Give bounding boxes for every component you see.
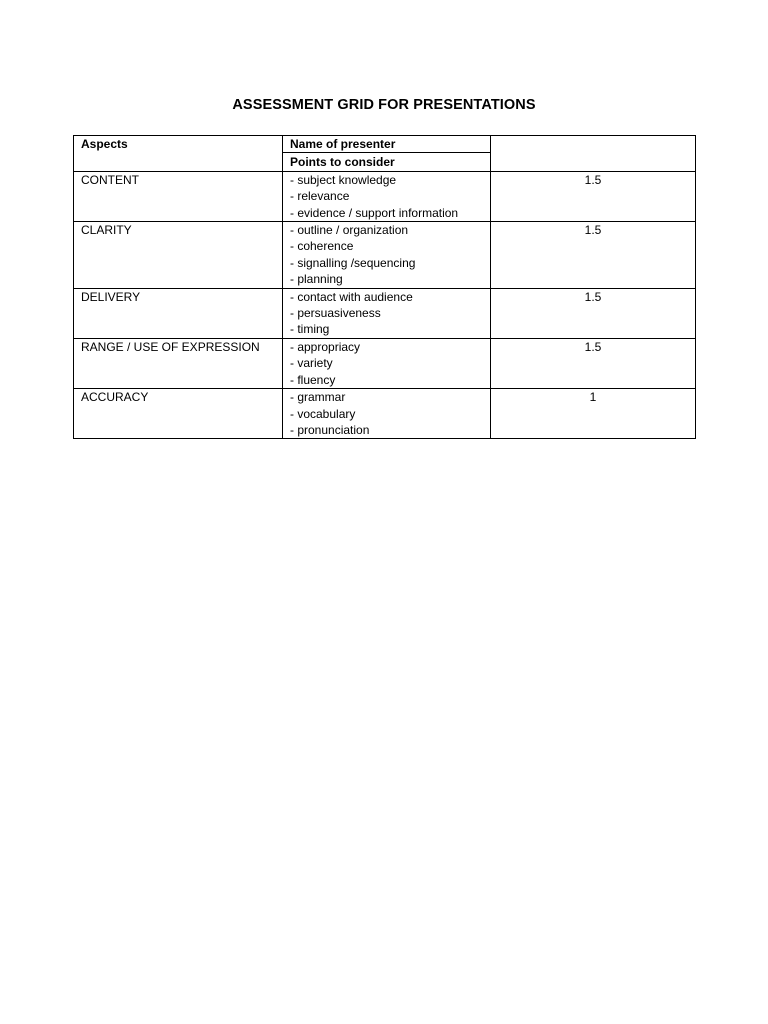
point-item: - vocabulary [290, 406, 356, 421]
header-presenter-name-blank [491, 136, 696, 172]
table-row [74, 338, 696, 388]
score-cell: 1.5 [491, 222, 696, 289]
point-item: - relevance [290, 189, 350, 204]
points-cell [283, 288, 491, 338]
point-item: - contact with audience [290, 289, 413, 304]
score-cell: 1.5 [491, 171, 696, 221]
point-item: - persuasiveness [290, 306, 381, 321]
points-cell [283, 171, 491, 221]
score-cell: 1.5 [491, 288, 696, 338]
header-points-to-consider: Points to consider [283, 153, 491, 171]
point-item: - timing [290, 322, 330, 337]
aspect-cell: CONTENT [74, 171, 283, 221]
points-cell [283, 389, 491, 439]
point-item: - planning [290, 272, 343, 287]
document-title: ASSESSMENT GRID FOR PRESENTATIONS [232, 97, 536, 113]
header-aspects: Aspects [74, 136, 283, 172]
point-item: - pronunciation [290, 422, 370, 437]
aspect-cell: CLARITY [74, 222, 283, 289]
point-item: - evidence / support information [290, 205, 459, 220]
points-cell [283, 338, 491, 388]
aspect-cell: DELIVERY [74, 288, 283, 338]
score-cell: 1.5 [491, 338, 696, 388]
point-item: - outline / organization [290, 223, 409, 238]
header-name-of-presenter: Name of presenter [283, 136, 491, 153]
aspect-cell: ACCURACY [74, 389, 283, 439]
table-row [74, 171, 696, 221]
table-row [74, 288, 696, 338]
point-item: - fluency [290, 372, 336, 387]
assessment-grid-table [73, 135, 696, 439]
table-header-row [74, 136, 696, 153]
point-item: - variety [290, 356, 333, 371]
aspect-cell: RANGE / USE OF EXPRESSION [74, 338, 283, 388]
table-row [74, 222, 696, 289]
point-item: - subject knowledge [290, 172, 397, 187]
point-item: - signalling /sequencing [290, 255, 416, 270]
point-item: - appropriacy [290, 339, 361, 354]
point-item: - grammar [290, 390, 346, 405]
table-row [74, 389, 696, 439]
points-cell [283, 222, 491, 289]
point-item: - coherence [290, 239, 354, 254]
score-cell: 1 [491, 389, 696, 439]
